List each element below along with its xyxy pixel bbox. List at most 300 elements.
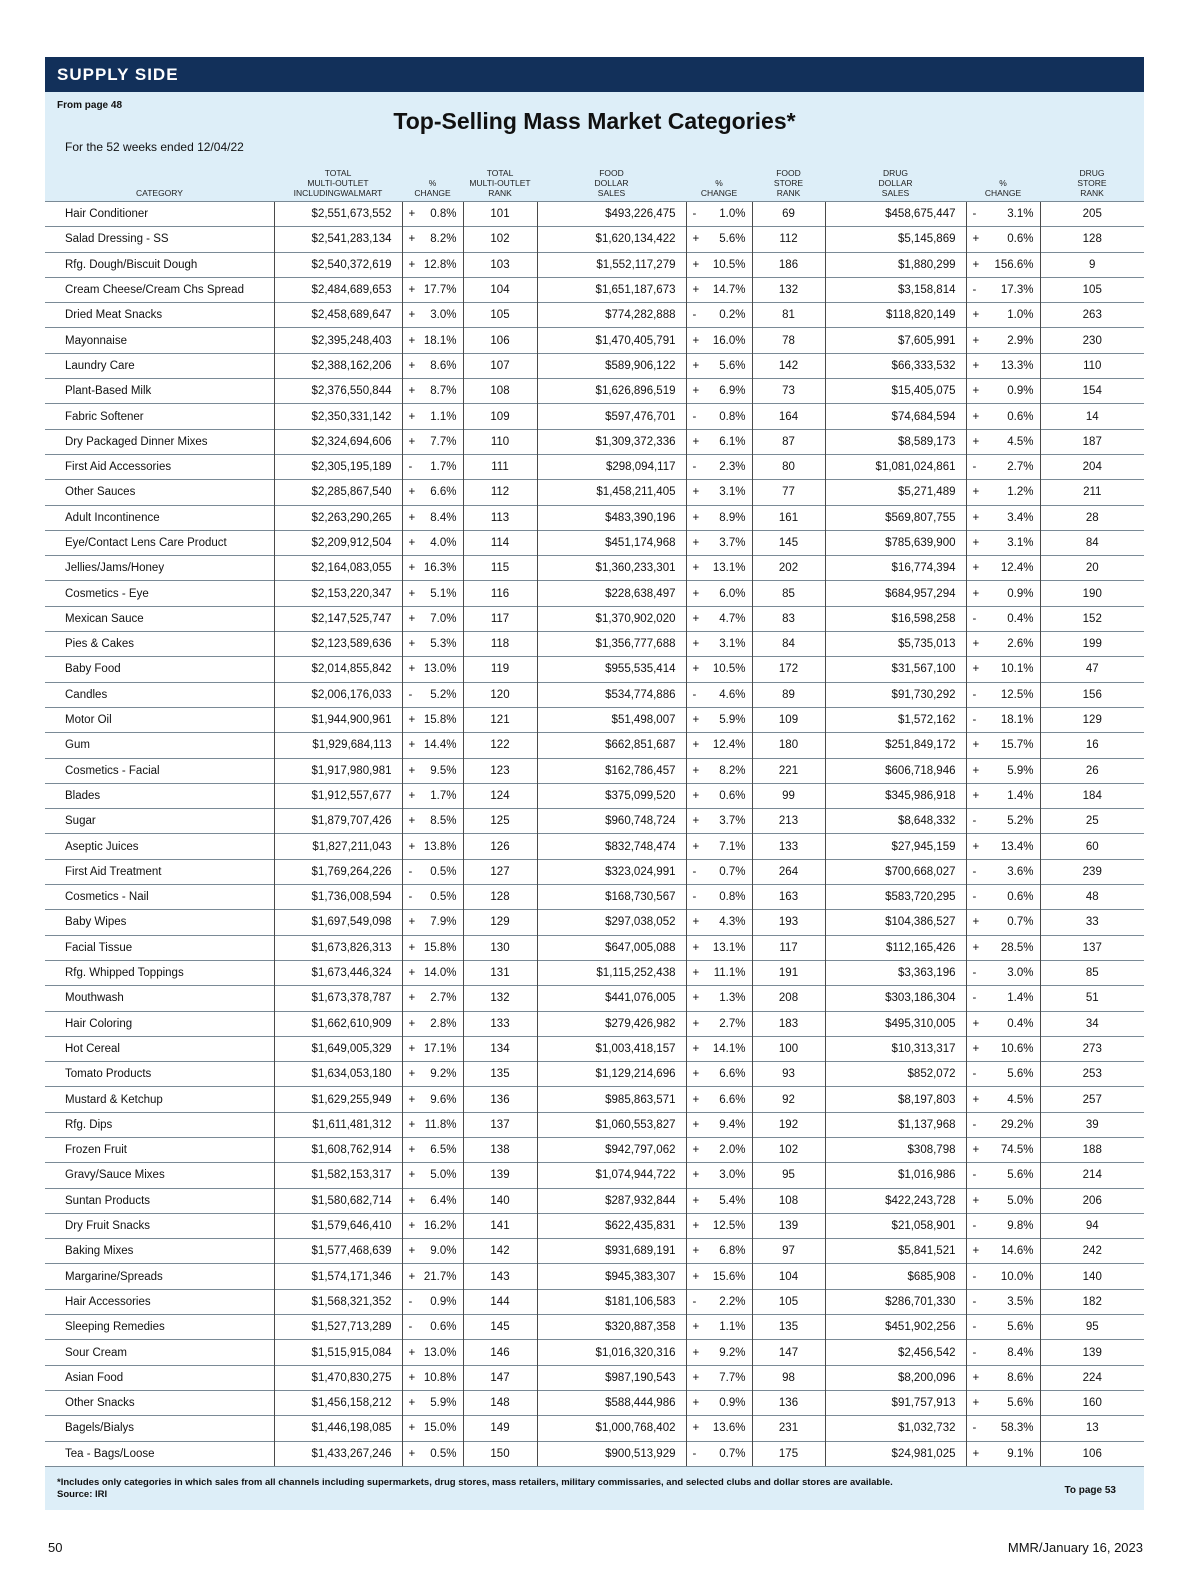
total-rank-cell: 146 [463,1340,537,1365]
change-sign: - [972,1068,977,1081]
total-rank-cell: 125 [463,809,537,834]
total-change-cell [402,885,463,910]
category-cell: Hair Conditioner [45,202,274,227]
drug-change-cell [966,1416,1040,1441]
change-sign: + [408,537,416,549]
total-change-cell [402,834,463,859]
total-sales-cell: $1,769,264,226 [274,859,402,884]
table-row [45,834,1144,859]
category-cell: Hair Accessories [45,1289,274,1314]
table-row [45,1213,1144,1238]
total-change-cell [402,1163,463,1188]
food-rank-cell: 80 [752,454,825,479]
change-sign: + [972,1245,980,1258]
change-value: 14.6% [1000,1245,1034,1258]
change-sign: + [692,258,700,271]
change-value: 4.0% [430,537,457,549]
change-value: 2.2% [719,1295,746,1308]
change-sign: + [692,1194,700,1207]
change-sign: + [692,638,700,651]
change-sign: + [408,511,416,524]
food-change-cell [686,530,752,555]
food-change-cell [686,328,752,353]
category-cell: Dry Fruit Snacks [45,1213,274,1238]
total-sales-cell: $2,147,525,747 [274,606,402,631]
drug-rank-cell: 51 [1040,986,1144,1011]
change-value: 6.6% [430,486,457,499]
table-row [45,758,1144,783]
food-sales-cell: $1,115,252,438 [537,960,686,985]
food-rank-cell: 102 [752,1137,825,1162]
to-page-link[interactable]: To page 53 [1064,1485,1116,1496]
drug-change-cell [966,1137,1040,1162]
food-sales-cell: $647,005,088 [537,935,686,960]
total-change-cell [402,1264,463,1289]
change-sign: + [972,916,980,929]
total-rank-cell: 142 [463,1239,537,1264]
change-value: 3.4% [1007,511,1034,524]
change-value: 13.8% [423,840,457,853]
table-row [45,1289,1144,1314]
section-banner-label: SUPPLY SIDE [57,65,179,84]
change-sign: + [692,1321,700,1334]
change-value: 2.8% [430,1017,457,1030]
change-value: 5.2% [1007,815,1034,828]
food-sales-cell: $960,748,724 [537,809,686,834]
total-change-cell [402,530,463,555]
food-rank-cell: 112 [752,227,825,252]
change-sign: + [692,385,700,398]
food-sales-cell: $534,774,886 [537,682,686,707]
food-sales-cell: $168,730,567 [537,885,686,910]
category-cell: Asian Food [45,1365,274,1390]
drug-change-cell [966,556,1040,581]
drug-change-cell [966,1289,1040,1314]
category-cell: Rfg. Whipped Toppings [45,960,274,985]
total-change-cell [402,1062,463,1087]
food-change-cell [686,657,752,682]
drug-sales-cell: $74,684,594 [825,404,966,429]
total-rank-cell: 134 [463,1036,537,1061]
drug-rank-cell: 206 [1040,1188,1144,1213]
change-sign: + [408,309,416,322]
drug-sales-cell: $8,648,332 [825,809,966,834]
drug-rank-cell: 257 [1040,1087,1144,1112]
total-sales-cell: $1,649,005,329 [274,1036,402,1061]
drug-change-cell [966,277,1040,302]
change-sign: + [692,840,700,853]
change-sign: + [692,1144,700,1157]
table-row [45,404,1144,429]
total-change-cell [402,1188,463,1213]
change-sign: + [692,764,700,777]
change-value: 3.6% [1007,865,1034,878]
total-sales-cell: $2,350,331,142 [274,404,402,429]
total-rank-cell: 102 [463,227,537,252]
change-value: 0.6% [1007,891,1034,904]
drug-sales-cell: $345,986,918 [825,783,966,808]
food-rank-cell: 100 [752,1036,825,1061]
total-change-cell [402,379,463,404]
food-change-cell [686,1112,752,1137]
drug-rank-cell: 211 [1040,480,1144,505]
change-sign: + [692,587,700,600]
food-rank-cell: 77 [752,480,825,505]
category-cell: Candles [45,682,274,707]
drug-change-cell [966,379,1040,404]
change-value: 15.8% [423,941,457,954]
food-rank-cell: 69 [752,202,825,227]
change-sign: - [408,1295,413,1308]
total-rank-cell: 137 [463,1112,537,1137]
drug-rank-cell: 273 [1040,1036,1144,1061]
total-change-cell [402,1087,463,1112]
food-change-cell [686,809,752,834]
change-sign: + [408,789,416,802]
change-value: 21.7% [423,1270,457,1283]
total-change-cell [402,1112,463,1137]
change-value: 2.9% [1007,334,1034,347]
total-change-cell [402,202,463,227]
total-change-cell [402,960,463,985]
food-sales-cell: $287,932,844 [537,1188,686,1213]
header-total-rank: TOTAL MULTI-OUTLET RANK [469,168,531,198]
total-change-cell [402,859,463,884]
category-cell: Mexican Sauce [45,606,274,631]
food-change-cell [686,1188,752,1213]
drug-sales-cell: $606,718,946 [825,758,966,783]
food-rank-cell: 83 [752,606,825,631]
drug-rank-cell: 16 [1040,733,1144,758]
total-rank-cell: 115 [463,556,537,581]
table-row [45,1112,1144,1137]
change-value: 0.2% [719,309,746,322]
drug-change-cell [966,1036,1040,1061]
change-sign: - [972,1270,977,1283]
change-sign: - [972,208,977,221]
change-value: 0.6% [1007,410,1034,423]
drug-sales-cell: $24,981,025 [825,1441,966,1466]
food-rank-cell: 85 [752,581,825,606]
table-row [45,910,1144,935]
food-rank-cell: 73 [752,379,825,404]
drug-rank-cell: 85 [1040,960,1144,985]
change-value: 0.6% [719,789,746,802]
food-rank-cell: 84 [752,632,825,657]
change-sign: + [972,385,980,398]
change-sign: - [972,992,977,1005]
category-cell: First Aid Treatment [45,859,274,884]
category-cell: Sleeping Remedies [45,1315,274,1340]
drug-rank-cell: 128 [1040,227,1144,252]
change-sign: + [692,815,700,828]
total-change-cell [402,328,463,353]
change-value: 13.6% [712,1422,746,1435]
change-sign: + [692,334,700,347]
total-rank-cell: 119 [463,657,537,682]
change-value: 0.9% [430,1295,457,1308]
drug-change-cell [966,935,1040,960]
change-sign: + [972,562,980,575]
table-row [45,960,1144,985]
table-row [45,1365,1144,1390]
change-value: 156.6% [994,258,1034,271]
change-sign: + [692,233,700,246]
header-food-sales: FOOD DOLLAR SALES [594,168,629,198]
food-change-cell [686,1416,752,1441]
food-sales-cell: $1,129,214,696 [537,1062,686,1087]
change-sign: + [972,1194,980,1207]
change-value: 13.1% [712,941,746,954]
change-sign: + [408,714,416,727]
drug-change-cell [966,657,1040,682]
drug-rank-cell: 239 [1040,859,1144,884]
change-value: 0.6% [430,1321,457,1334]
food-change-cell [686,859,752,884]
change-sign: + [972,764,980,777]
change-value: 8.6% [1007,1371,1034,1384]
food-change-cell [686,277,752,302]
change-sign: + [972,840,980,853]
change-sign: - [408,1321,413,1334]
drug-rank-cell: 263 [1040,303,1144,328]
drug-change-cell [966,227,1040,252]
change-value: 13.4% [1000,840,1034,853]
change-value: 3.7% [719,815,746,828]
food-sales-cell: $279,426,982 [537,1011,686,1036]
change-sign: - [692,309,697,322]
change-sign: + [408,916,416,929]
change-sign: + [408,1194,416,1207]
food-rank-cell: 213 [752,809,825,834]
change-sign: - [972,284,977,297]
food-change-cell [686,1011,752,1036]
table-row [45,1239,1144,1264]
change-value: 10.0% [1000,1270,1034,1283]
change-value: 4.5% [1007,1093,1034,1106]
food-sales-cell: $323,024,991 [537,859,686,884]
drug-sales-cell: $21,058,901 [825,1213,966,1238]
drug-sales-cell: $3,158,814 [825,277,966,302]
drug-change-cell [966,809,1040,834]
drug-change-cell [966,1365,1040,1390]
drug-change-cell [966,480,1040,505]
total-sales-cell: $1,827,211,043 [274,834,402,859]
change-value: 3.0% [719,1169,746,1182]
total-sales-cell: $1,697,549,098 [274,910,402,935]
change-sign: + [972,1042,980,1055]
table-row [45,657,1144,682]
change-sign: - [972,1220,977,1233]
total-rank-cell: 147 [463,1365,537,1390]
total-rank-cell: 107 [463,353,537,378]
category-cell: Cosmetics - Facial [45,758,274,783]
change-sign: - [408,461,413,474]
food-sales-cell: $987,190,543 [537,1365,686,1390]
change-value: 8.9% [719,511,746,524]
change-value: 1.1% [719,1321,746,1334]
change-value: 3.5% [1007,1295,1034,1308]
category-cell: First Aid Accessories [45,454,274,479]
drug-rank-cell: 199 [1040,632,1144,657]
food-change-cell [686,1340,752,1365]
drug-rank-cell: 26 [1040,758,1144,783]
total-sales-cell: $2,540,372,619 [274,252,402,277]
total-sales-cell: $2,123,589,636 [274,632,402,657]
change-value: 13.3% [1000,359,1034,372]
food-change-cell [686,1390,752,1415]
change-sign: - [972,461,977,474]
drug-rank-cell: 182 [1040,1289,1144,1314]
drug-sales-cell: $10,313,317 [825,1036,966,1061]
change-sign: - [692,1295,697,1308]
drug-sales-cell: $308,798 [825,1137,966,1162]
drug-sales-cell: $2,456,542 [825,1340,966,1365]
change-sign: + [972,587,980,600]
drug-rank-cell: 204 [1040,454,1144,479]
change-sign: + [692,1245,700,1258]
change-sign: - [692,865,697,878]
food-change-cell [686,379,752,404]
drug-rank-cell: 187 [1040,429,1144,454]
food-rank-cell: 81 [752,303,825,328]
drug-sales-cell: $118,820,149 [825,303,966,328]
drug-change-cell [966,202,1040,227]
food-rank-cell: 161 [752,505,825,530]
food-rank-cell: 117 [752,935,825,960]
drug-sales-cell: $3,363,196 [825,960,966,985]
total-change-cell [402,480,463,505]
change-sign: + [408,1397,416,1410]
table-row [45,1441,1144,1466]
food-sales-cell: $162,786,457 [537,758,686,783]
total-change-cell [402,581,463,606]
total-rank-cell: 133 [463,1011,537,1036]
drug-change-cell [966,783,1040,808]
total-sales-cell: $2,164,083,055 [274,556,402,581]
total-change-cell [402,657,463,682]
food-sales-cell: $375,099,520 [537,783,686,808]
change-sign: + [408,1220,416,1233]
change-value: 7.7% [430,435,457,448]
food-sales-cell: $1,552,117,279 [537,252,686,277]
food-sales-cell: $51,498,007 [537,707,686,732]
food-sales-cell: $832,748,474 [537,834,686,859]
total-sales-cell: $1,879,707,426 [274,809,402,834]
food-rank-cell: 78 [752,328,825,353]
table-row [45,277,1144,302]
change-value: 5.2% [430,688,457,701]
change-sign: + [692,1422,700,1435]
change-sign: - [972,1346,977,1359]
food-change-cell [686,353,752,378]
drug-rank-cell: 39 [1040,1112,1144,1137]
total-sales-cell: $1,580,682,714 [274,1188,402,1213]
food-sales-cell: $1,003,418,157 [537,1036,686,1061]
drug-rank-cell: 156 [1040,682,1144,707]
drug-rank-cell: 20 [1040,556,1144,581]
food-sales-cell: $483,390,196 [537,505,686,530]
total-sales-cell: $1,917,980,981 [274,758,402,783]
total-rank-cell: 127 [463,859,537,884]
change-sign: - [972,815,977,828]
category-cell: Hot Cereal [45,1036,274,1061]
drug-change-cell [966,1239,1040,1264]
drug-sales-cell: $685,908 [825,1264,966,1289]
change-sign: + [692,1346,700,1359]
change-sign: - [408,865,413,878]
total-sales-cell: $1,629,255,949 [274,1087,402,1112]
drug-change-cell [966,303,1040,328]
change-value: 5.0% [1007,1194,1034,1207]
change-value: 3.1% [719,486,746,499]
drug-sales-cell: $451,902,256 [825,1315,966,1340]
change-value: 58.3% [1000,1422,1034,1435]
footnote [57,1477,893,1501]
change-value: 13.0% [423,663,457,676]
category-cell: Motor Oil [45,707,274,732]
total-rank-cell: 103 [463,252,537,277]
change-sign: + [408,1093,416,1106]
from-page-link[interactable]: From page 48 [57,100,123,111]
total-sales-cell: $1,608,762,914 [274,1137,402,1162]
food-rank-cell: 136 [752,1390,825,1415]
change-sign: + [692,612,700,625]
drug-rank-cell: 242 [1040,1239,1144,1264]
total-rank-cell: 111 [463,454,537,479]
table-row [45,1062,1144,1087]
change-value: 12.4% [712,739,746,752]
category-cell: Baby Food [45,657,274,682]
drug-rank-cell: 230 [1040,328,1144,353]
category-cell: Sour Cream [45,1340,274,1365]
drug-rank-cell: 224 [1040,1365,1144,1390]
food-sales-cell: $1,309,372,336 [537,429,686,454]
total-sales-cell: $2,324,694,606 [274,429,402,454]
change-value: 9.2% [430,1068,457,1081]
total-sales-cell: $2,395,248,403 [274,328,402,353]
change-sign: + [972,663,980,676]
drug-rank-cell: 160 [1040,1390,1144,1415]
change-value: 8.2% [719,764,746,777]
food-rank-cell: 104 [752,1264,825,1289]
total-sales-cell: $2,551,673,552 [274,202,402,227]
food-change-cell [686,505,752,530]
total-change-cell [402,303,463,328]
food-rank-cell: 93 [752,1062,825,1087]
change-sign: + [692,714,700,727]
change-value: 3.7% [719,537,746,549]
food-change-cell [686,986,752,1011]
change-value: 4.3% [719,916,746,929]
drug-change-cell [966,986,1040,1011]
drug-change-cell [966,1340,1040,1365]
total-change-cell [402,353,463,378]
change-value: 1.7% [430,461,457,474]
change-sign: + [692,916,700,929]
total-change-cell [402,783,463,808]
change-value: 0.4% [1007,612,1034,625]
change-sign: + [408,1346,416,1359]
drug-rank-cell: 139 [1040,1340,1144,1365]
total-rank-cell: 139 [463,1163,537,1188]
table-row [45,733,1144,758]
drug-rank-cell: 34 [1040,1011,1144,1036]
table-row [45,202,1144,227]
total-change-cell [402,910,463,935]
change-value: 5.6% [719,233,746,246]
category-cell: Dry Packaged Dinner Mixes [45,429,274,454]
